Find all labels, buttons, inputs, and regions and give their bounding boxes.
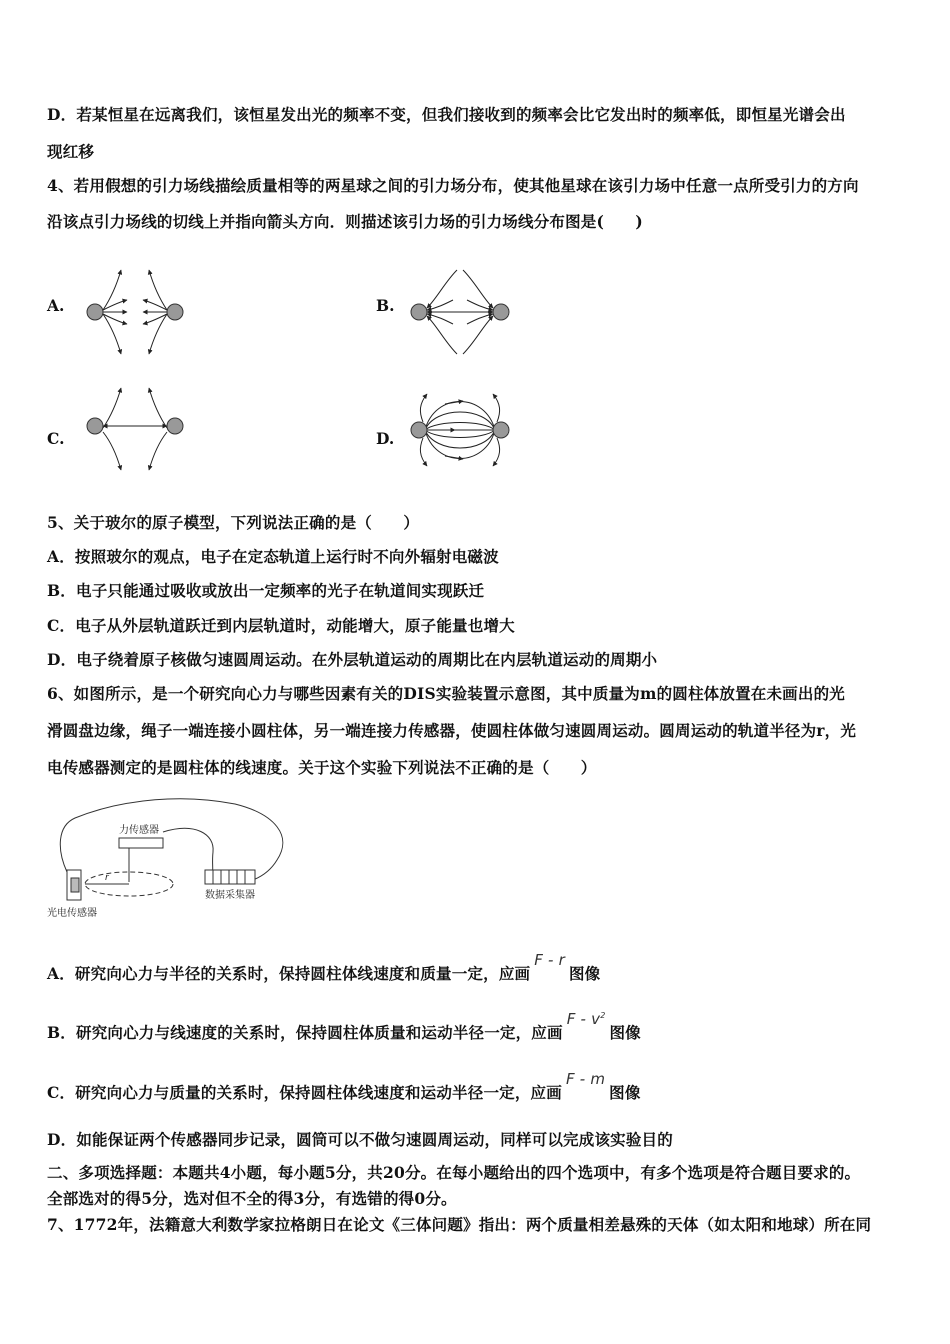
q6-option-d: D．如能保证两个传感器同步记录，圆筒可以不做匀速圆周运动，同样可以完成该实验目的 [47,1130,673,1149]
q6-stem-line1: 6、如图所示，是一个研究向心力与哪些因素有关的DIS实验装置示意图，其中质量为m的圆柱体放置在未画出的光 [47,684,845,703]
q5-stem: 5、关于玻尔的原子模型，下列说法正确的是（ ） [47,513,420,532]
q5-option-a: A．按照玻尔的观点，电子在定态轨道上运行时不向外辐射电磁波 [47,547,499,566]
q4-figure-d [405,382,515,477]
q4-stem-line1: 4、若用假想的引力场线描绘质量相等的两星球之间的引力场分布，使其他星球在该引力场中任意一点所受引力的方向 [47,176,859,195]
data-collector-label: 数据采集器 [205,890,255,901]
force-sensor-label: 力传感器 [119,825,159,836]
q6-stem-line2: 滑圆盘边缘，绳子一端连接小圆柱体，另一端连接力传感器，使圆柱体做匀速圆周运动。圆周运动的轨道半径为r，光 [47,721,857,740]
q5-option-b: B．电子只能通过吸收或放出一定频率的光子在轨道间实现跃迁 [47,581,485,600]
photo-sensor-label: 光电传感器 [47,908,97,919]
q6-option-b-text: B．研究向心力与线速度的关系时，保持圆柱体质量和运动半径一定，应画 [47,1023,563,1042]
q4-stem-line2: 沿该点引力场线的切线上并指向箭头方向．则描述该引力场的引力场线分布图是( ) [47,212,643,231]
q3-option-d-line1: D．若某恒星在远离我们，该恒星发出光的频率不变，但我们接收到的频率会比它发出时的频率低，即恒星光谱会出 [47,105,846,124]
q4-option-d-label: D. [376,429,395,448]
q6-option-a-text: A．研究向心力与半径的关系时，保持圆柱体线速度和质量一定，应画 [47,964,531,983]
q6-option-c-text: C．研究向心力与质量的关系时，保持圆柱体线速度和运动半径一定，应画 [47,1083,562,1102]
q6-option-c-formula: F - m [565,1070,606,1088]
q6-option-b-formula-exponent: 2 [600,1011,606,1020]
q4-option-c-label: C. [47,429,65,448]
q7-stem-line1: 7、1772年，法籍意大利数学家拉格朗日在论文《三体问题》指出：两个质量相差悬殊的天体（如太阳和地球）所在同 [47,1215,872,1234]
q6-option-b-formula-base: F - v [566,1010,601,1028]
q6-option-a-suffix: 图像 [568,964,601,983]
radius-label: r [105,873,109,883]
q4-figure-c [75,382,195,477]
section2-heading-line2: 全部选对的得5分，选对但不全的得3分，有选错的得0分。 [47,1189,457,1208]
q6-apparatus-figure [45,790,295,925]
q6-stem-line3: 电传感器测定的是圆柱体的线速度。关于这个实验下列说法不正确的是（ ） [47,758,597,777]
section2-heading-line1: 二、多项选择题：本题共4小题，每小题5分，共20分。在每小题给出的四个选项中，有多个选项是符合题目要求的。 [47,1163,861,1182]
q5-option-d: D．电子绕着原子核做匀速圆周运动。在外层轨道运动的周期比在内层轨道运动的周期小 [47,650,658,669]
q6-option-c-suffix: 图像 [609,1083,641,1102]
q5-option-c: C．电子从外层轨道跃迁到内层轨道时，动能增大，原子能量也增大 [47,616,515,635]
q6-option-a-formula: F - r [534,951,565,969]
q6-option-c [47,1070,641,1103]
q6-option-b [47,1010,641,1043]
q6-option-b-suffix: 图像 [609,1023,641,1042]
q3-option-d-line2: 现红移 [47,142,95,161]
q4-figure-a [75,262,195,357]
q6-option-a [47,951,601,984]
q4-option-b-label: B. [376,296,395,315]
q4-figure-b [405,262,515,357]
q4-option-a-label: A. [47,296,65,315]
q6-option-b-formula [567,1010,606,1028]
